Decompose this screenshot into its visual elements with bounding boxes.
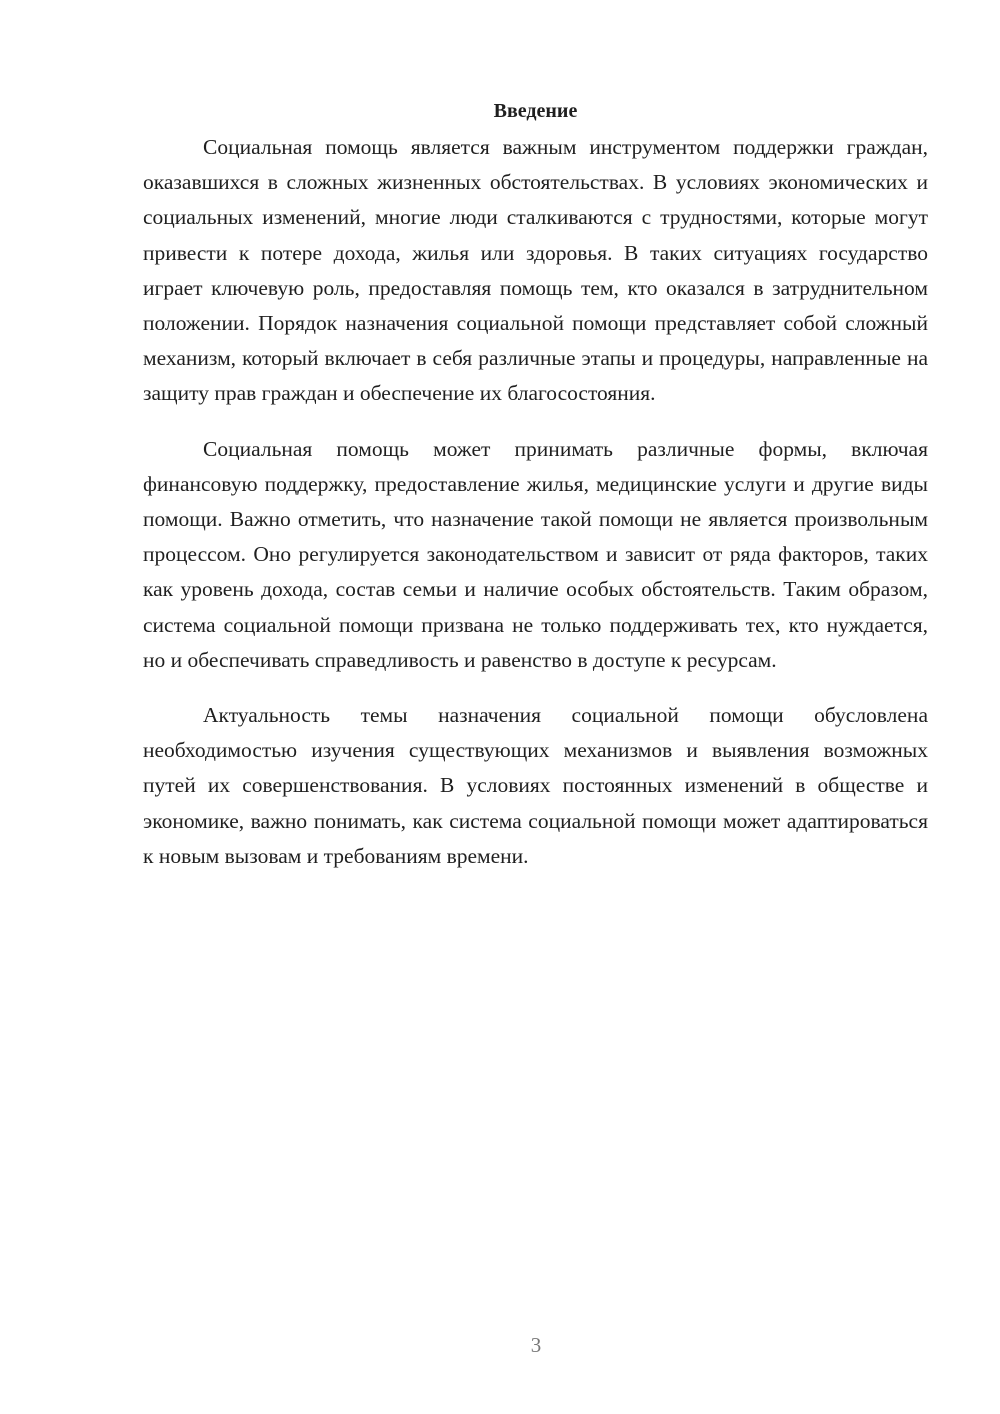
section-title: Введение <box>493 100 578 122</box>
page-number: 3 <box>530 1333 542 1357</box>
paragraph-3: Актуальность темы назначения социальной помощи обусловлена необходимостью изучения существующих механизмов и выявления возможных путей их совершенствования. В условиях постоянных изменений в обществе и экономике, важно понимать, как система социальной помощи может адаптироваться к новым вызовам и требованиям времени. <box>143 703 928 868</box>
document-body <box>143 96 928 874</box>
paragraph-2: Социальная помощь может принимать различные формы, включая финансовую поддержку, предоставление жилья, медицинские услуги и другие виды помощи. Важно отметить, что назначение такой помощи не является произвольным процессом. Оно регулируется законодательством и зависит от ряда факторов, таких как уровень дохода, состав семьи и наличие особых обстоятельств. Таким образом, система социальной помощи призвана не только поддерживать тех, кто нуждается, но и обеспечивать справедливость и равенство в доступе к ресурсам. <box>143 436 928 672</box>
paragraph-1: Социальная помощь является важным инструментом поддержки граждан, оказавшихся в сложных жизненных обстоятельствах. В условиях экономических и социальных изменений, многие люди сталкиваются с трудностями, которые могут привести к потере дохода, жилья или здоровья. В таких ситуациях государство играет ключевую роль, предоставляя помощь тем, кто оказался в затруднительном положении. Порядок назначения социальной помощи представляет собой сложный механизм, который включает в себя различные этапы и процедуры, направленные на защиту прав граждан и обеспечение их благосостояния. <box>143 135 928 406</box>
